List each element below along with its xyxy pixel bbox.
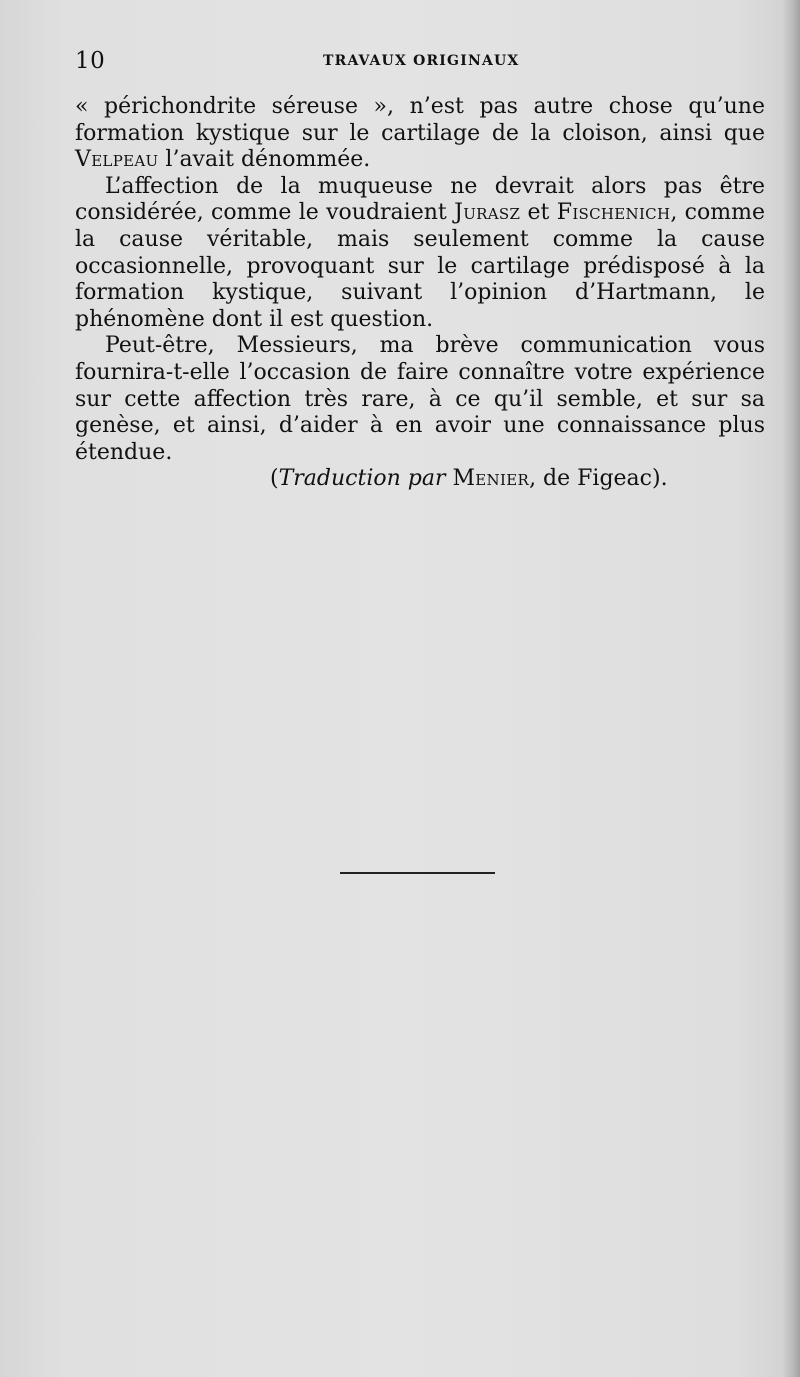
author-name-jurasz: Jurasz <box>454 200 521 226</box>
page-edge-shadow <box>782 0 800 1377</box>
body-text <box>75 94 765 493</box>
author-name-velpeau: Velpeau <box>75 147 159 173</box>
paragraph-closing <box>75 333 765 466</box>
paragraph-2-text-a: L’affection de la muqueuse ne devrait alors pas être considérée, comme le voudraient <box>75 173 765 226</box>
paragraph-affection <box>75 174 765 334</box>
paragraph-2-text-b: et <box>520 200 557 226</box>
paragraph-1-text-b: l’avait dénommée. <box>158 147 371 173</box>
signature-italic: Traduction par <box>278 466 446 492</box>
page-header <box>75 46 765 76</box>
translator-name: Menier <box>452 466 530 492</box>
page-number: 10 <box>75 48 106 74</box>
author-name-fischenich: Fischenich <box>556 200 671 226</box>
running-head: TRAVAUX ORIGINAUX <box>323 53 520 69</box>
paragraph-continuation <box>75 94 765 174</box>
paragraph-1-text-a: « périchondrite séreuse », n’est pas autre chose qu’une formation kystique sur le cartilage de la cloison, ainsi que <box>75 94 765 146</box>
signature-rest: , de Figeac). <box>529 466 668 492</box>
section-end-rule <box>340 872 495 874</box>
signature-open-paren: ( <box>270 466 279 492</box>
translator-signature <box>75 466 765 493</box>
paragraph-3-text: Peut-être, Messieurs, ma brève communication vous fournira-t-elle l’occasion de faire connaître votre expérience sur cette affection très rare, à ce qu’il semble, et sur sa genèse, et ainsi, d’aider à en avoir une connaissance plus étendue. <box>75 333 765 465</box>
paragraph-2-text-c: , comme la cause véritable, mais seulement comme la cause occasionnelle, provoquant sur le cartilage prédisposé à la formation kystique, suivant l’opinion d’Hartmann, le phénomène dont il est question. <box>75 200 765 332</box>
